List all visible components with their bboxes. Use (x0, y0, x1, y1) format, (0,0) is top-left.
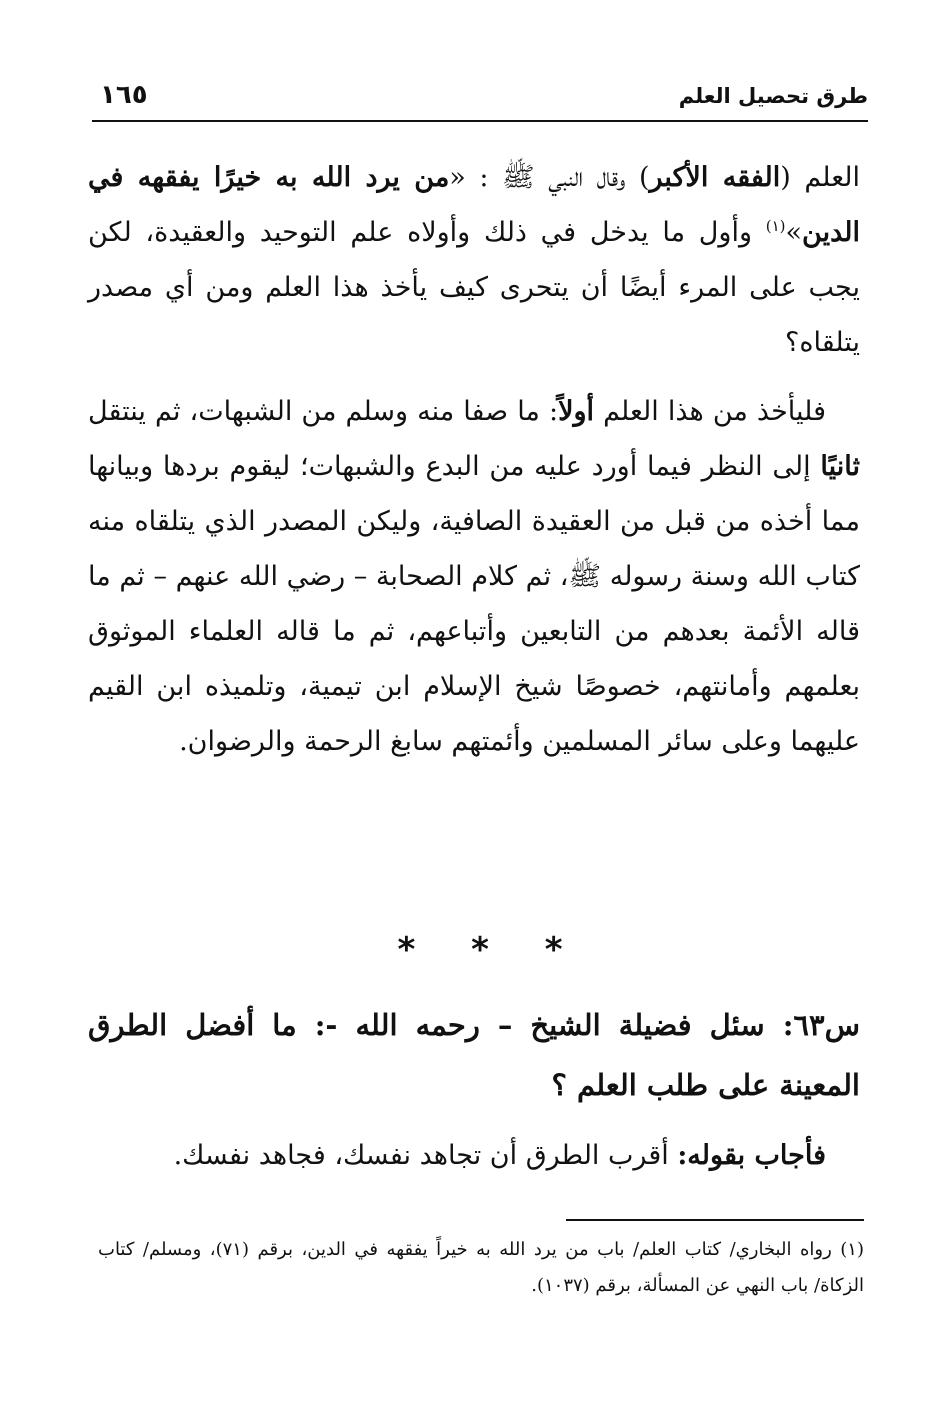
page-number: ١٦٥ (100, 80, 148, 110)
p1-text-4: وأول ما يدخل في ذلك وأولاه علم التوحيد والعقيدة، لكن يجب على المرء أيضًا أن يتحرى كيف يأخذ هذا العلم ومن أي مصدر يتلقاه؟ (88, 217, 860, 358)
footnote-divider (566, 1219, 864, 1221)
question-label: س٦٣: (782, 1008, 860, 1042)
running-title: طرق تحصيل العلم (678, 84, 868, 108)
question-text: سئل فضيلة الشيخ – رحمه الله -: ما أفضل الطرق المعينة على طلب العلم ؟ (88, 1008, 860, 1102)
p1-text-2: ) وقال النبي ﷺ : « (449, 162, 650, 193)
p1-bold-1: الفقه الأكبر (649, 162, 781, 193)
paragraph-2 (88, 384, 860, 769)
main-text (88, 150, 860, 769)
p2-text-2: : ما صفا منه وسلم من الشبهات، ثم ينتقل (88, 396, 559, 427)
p1-text-3: » (785, 217, 803, 248)
p2-text-3: إلى النظر فيما أورد عليه من البدع والشبهات؛ ليقوم بردها وبيانها مما أخذه من قبل من العقيدة الصافية، وليكن المصدر الذي يتلقاه منه كتاب الله وسنة رسوله ﷺ، ثم كلام الصحابة – رضي الله عنهم – ثم ما قاله الأئمة بعدهم من التابعين وأتباعهم، ثم ما قاله العلماء الموثوق بعلمهم وأمانتهم، خصوصًا شيخ الإسلام ابن تيمية، وتلميذه ابن القيم عليهما وعلى سائر المسلمين وأئمتهم سابغ الرحمة والرضوان. (88, 451, 860, 757)
hadith-quote: من يرد الله به خيرًا يفقهه في الدين (88, 162, 860, 248)
answer-label: فأجاب بقوله: (677, 1140, 826, 1171)
paragraph-1 (88, 150, 860, 370)
p1-text-1: العلم ( (780, 162, 860, 193)
footnote-reference: (١) (765, 217, 786, 235)
p2-bold-1: أولاً (558, 396, 595, 427)
answer-text: أقرب الطرق أن تجاهد نفسك، فجاهد نفسك. (173, 1140, 669, 1171)
header-divider (92, 120, 868, 122)
section-separator: * * * (397, 930, 563, 970)
p2-text-1: فليأخذ من هذا العلم (594, 396, 826, 427)
p2-bold-2: ثانيًا (820, 451, 860, 482)
answer (88, 1128, 860, 1183)
page-header (92, 80, 868, 124)
question (88, 995, 860, 1115)
footnote: (١) رواه البخاري/ كتاب العلم/ باب من يرد الله به خيراً يفقهه في الدين، برقم (٧١)، ومسلم/ كتاب الزكاة/ باب النهي عن المسألة، برقم (١٠٣٧). (98, 1239, 864, 1296)
